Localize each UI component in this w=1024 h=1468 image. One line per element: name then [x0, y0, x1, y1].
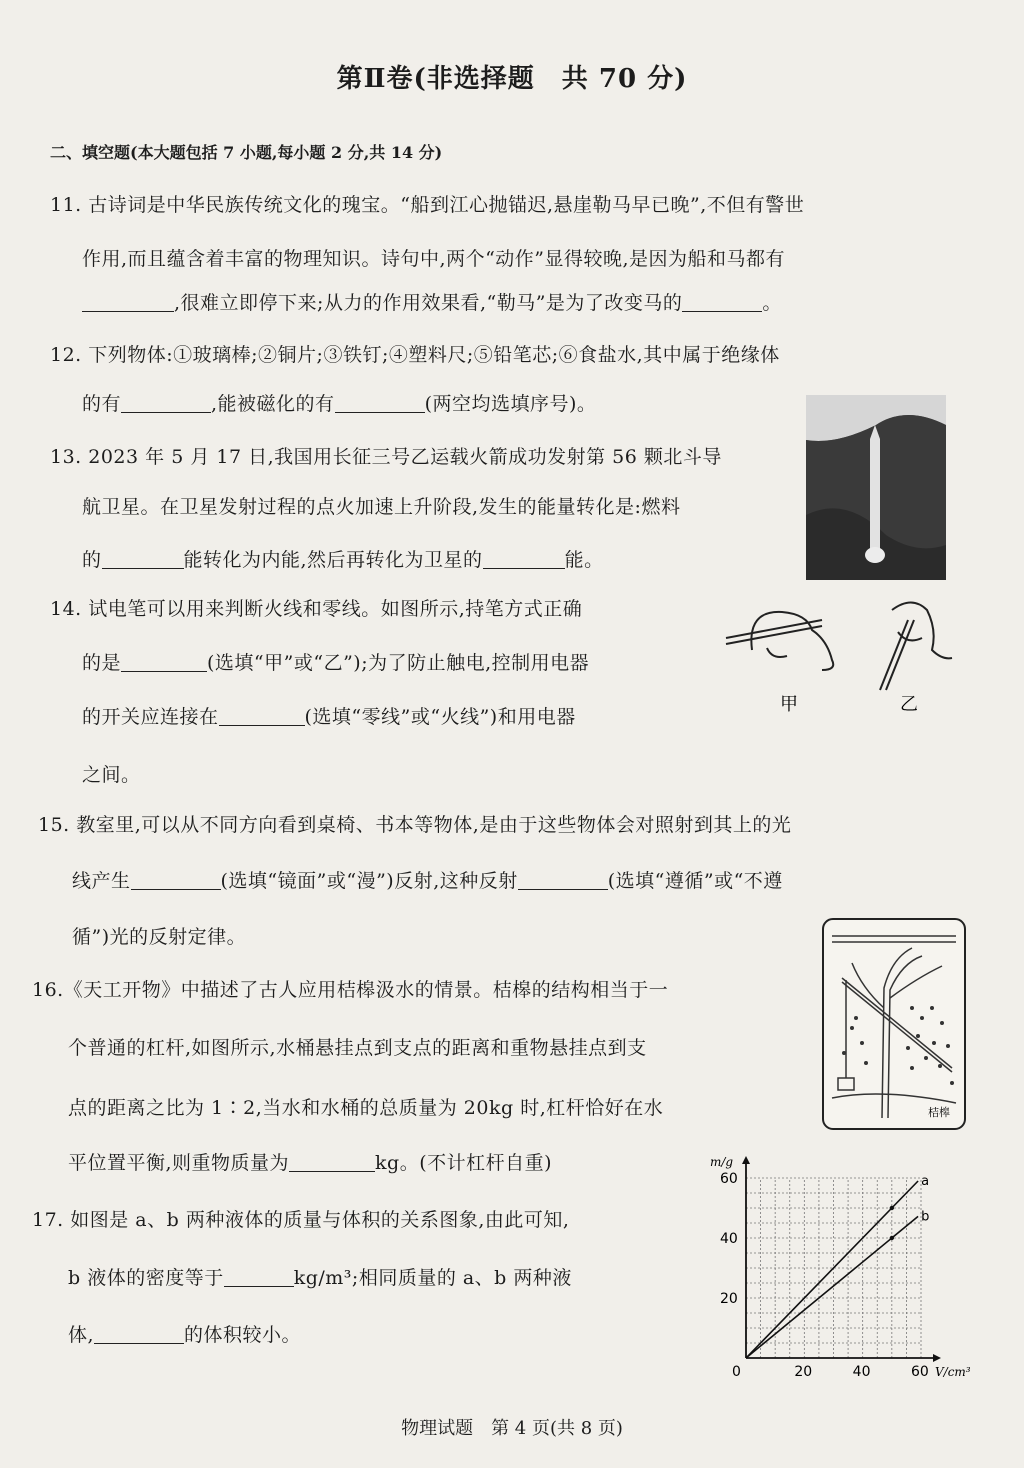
answer-blank[interactable]	[102, 549, 184, 569]
y-axis-arrow	[742, 1156, 750, 1164]
answer-blank[interactable]	[289, 1152, 375, 1172]
q14-line4: 之间。	[82, 764, 141, 786]
y-tick-label: 60	[720, 1171, 738, 1187]
answer-blank[interactable]	[224, 1267, 294, 1287]
q17-line3: 体, 的体积较小。	[68, 1324, 302, 1346]
series-label-a: a	[921, 1174, 930, 1189]
answer-blank[interactable]	[121, 393, 211, 413]
x-tick-label: 40	[852, 1364, 871, 1380]
q17-line1: 17. 如图是 a、b 两种液体的质量与体积的关系图象,由此可知,	[32, 1209, 570, 1231]
answer-blank[interactable]	[483, 549, 565, 569]
svg-text:甲: 甲	[780, 694, 798, 715]
mass-volume-chart	[706, 1140, 996, 1390]
q16-line1: 16.《天工开物》中描述了古人应用桔槔汲水的情景。桔槔的结构相当于一	[32, 979, 669, 1001]
q11-line3: ,很难立即停下来;从力的作用效果看,“勒马”是为了改变马的 。	[82, 288, 782, 315]
series-label-b: b	[921, 1209, 930, 1225]
q12-line1: 12. 下列物体:①玻璃棒;②铜片;③铁钉;④塑料尺;⑤铅笔芯;⑥食盐水,其中属于绝缘体	[50, 344, 780, 366]
rocket-launch-photo	[806, 395, 946, 580]
q14-line2: 的是 (选填“甲”或“乙”);为了防止触电,控制用电器	[82, 652, 590, 674]
x-axis-label: V/cm³	[935, 1365, 971, 1379]
page-title: 第Ⅱ卷(非选择题 共 70 分)	[336, 64, 688, 94]
q16-line4: 平位置平衡,则重物质量为 kg。(不计杠杆自重)	[68, 1152, 553, 1174]
q15-line3: 循”)光的反射定律。	[72, 926, 247, 948]
q16-line2: 个普通的杠杆,如图所示,水桶悬挂点到支点的距离和重物悬挂点到支	[68, 1037, 647, 1059]
x-tick-label: 60	[911, 1364, 929, 1380]
x-tick-label: 0	[732, 1364, 741, 1380]
q11-line1: 11. 古诗词是中华民族传统文化的瑰宝。“船到江心抛锚迟,悬崖勒马早已晚”,不但有警世	[50, 194, 805, 216]
y-axis-label: m/g	[710, 1155, 734, 1169]
x-axis-arrow	[933, 1354, 941, 1362]
q17-line2: b 液体的密度等于 kg/m³;相同质量的 a、b 两种液	[68, 1267, 572, 1289]
q12-line2: 的有 ,能被磁化的有 (两空均选填序号)。	[82, 393, 597, 415]
q13-line3: 的 能转化为内能,然后再转化为卫星的 能。	[82, 549, 604, 571]
y-tick-label: 20	[720, 1291, 738, 1307]
q15-line1: 15. 教室里,可以从不同方向看到桌椅、书本等物体,是由于这些物体会对照射到其上的光	[38, 814, 792, 836]
answer-blank[interactable]	[94, 1324, 184, 1344]
q16-line3: 点的距离之比为 1∶2,当水和水桶的总质量为 20kg 时,杠杆恰好在水	[68, 1097, 664, 1119]
answer-blank[interactable]	[518, 870, 608, 890]
q13-line2: 航卫星。在卫星发射过程的点火加速上升阶段,发生的能量转化是:燃料	[82, 496, 681, 518]
data-point-a	[890, 1206, 894, 1210]
q13-line1: 13. 2023 年 5 月 17 日,我国用长征三号乙运载火箭成功发射第 56 颗北斗导	[50, 446, 722, 468]
answer-blank[interactable]	[219, 706, 305, 726]
svg-text:乙: 乙	[900, 694, 918, 715]
q14-line1: 14. 试电笔可以用来判断火线和零线。如图所示,持笔方式正确	[50, 598, 583, 620]
test-pen-figure	[712, 590, 962, 720]
q14-line3: 的开关应连接在 (选填“零线”或“火线”)和用电器	[82, 706, 576, 728]
svg-text:桔槔: 桔槔	[928, 1106, 950, 1119]
data-point-b	[890, 1236, 894, 1240]
section-heading: 二、填空题(本大题包括 7 小题,每小题 2 分,共 14 分)	[50, 143, 443, 162]
answer-blank[interactable]	[121, 652, 207, 672]
q11-line2: 作用,而且蕴含着丰富的物理知识。诗句中,两个“动作”显得较晚,是因为船和马都有	[82, 248, 786, 270]
answer-blank[interactable]	[131, 870, 221, 890]
answer-blank[interactable]	[682, 292, 762, 312]
y-tick-label: 40	[720, 1231, 738, 1247]
page-footer: 物理试题 第 4 页(共 8 页)	[401, 1418, 623, 1439]
answer-blank[interactable]	[335, 393, 425, 413]
x-tick-label: 20	[794, 1364, 813, 1380]
q15-line2: 线产生 (选填“镜面”或“漫”)反射,这种反射 (选填“遵循”或“不遵	[72, 870, 783, 892]
answer-blank[interactable]	[82, 292, 174, 312]
jiegao-illustration	[822, 918, 966, 1130]
